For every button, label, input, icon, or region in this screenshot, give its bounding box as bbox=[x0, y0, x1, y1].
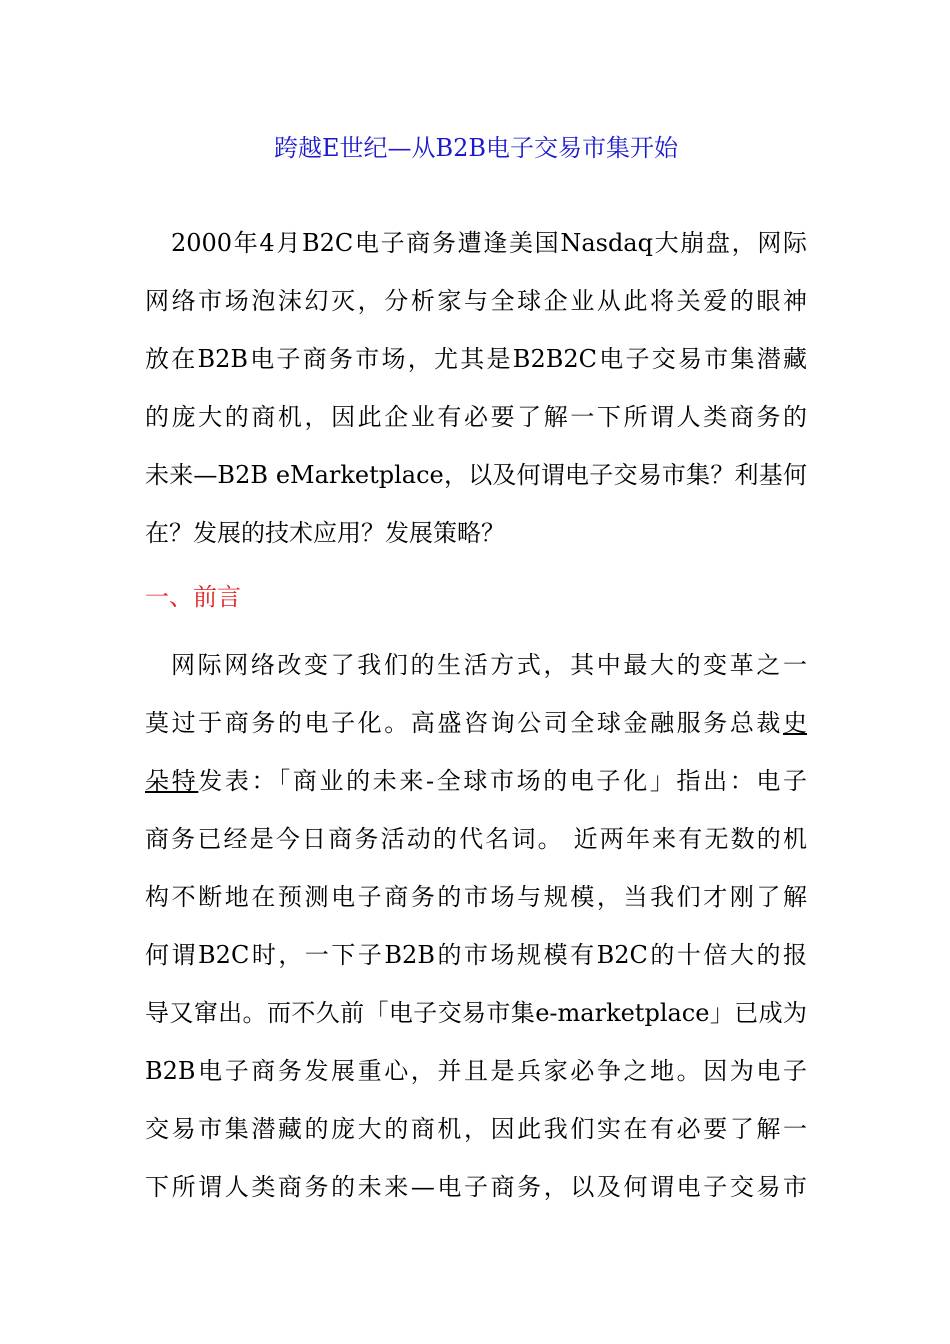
preface-line: 下所谓人类商务的未来—电子商务，以及何谓电子交易市 bbox=[145, 1173, 807, 1201]
intro-line: 在？发展的技术应用？发展策略？ bbox=[145, 519, 505, 547]
intro-line: 网络市场泡沫幻灭，分析家与全球企业从此将关爱的眼神 bbox=[145, 287, 807, 315]
intro-line: 的庞大的商机，因此企业有必要了解一下所谓人类商务的 bbox=[145, 403, 807, 431]
preface-paragraph bbox=[145, 636, 807, 1216]
document-title: 跨越E世纪—从B2B电子交易市集开始 bbox=[273, 134, 679, 162]
preface-line-text: 发表：「商业的未来-全球市场的电子化」指出：电子 bbox=[198, 767, 807, 795]
intro-line: 未来—B2B eMarketplace，以及何谓电子交易市集？利基何 bbox=[145, 461, 807, 489]
section-heading-preface: 一、前言 bbox=[145, 583, 241, 611]
preface-line: 商务已经是今日商务活动的代名词。 近两年来有无数的机 bbox=[145, 825, 807, 853]
intro-line: 2000年4月B2C电子商务遭逢美国Nasdaq大崩盘，网际 bbox=[171, 229, 807, 257]
preface-line bbox=[145, 752, 807, 810]
preface-line: B2B电子商务发展重心，并且是兵家必争之地。因为电子 bbox=[145, 1057, 807, 1085]
preface-line: 网际网络改变了我们的生活方式，其中最大的变革之一 bbox=[171, 651, 807, 679]
preface-line: 何谓B2C时，一下子B2B的市场规模有B2C的十倍大的报 bbox=[145, 941, 807, 969]
intro-paragraph bbox=[145, 214, 807, 562]
preface-line: 交易市集潜藏的庞大的商机，因此我们实在有必要了解一 bbox=[145, 1115, 807, 1143]
preface-line-text: 莫过于商务的电子化。高盛咨询公司全球金融服务总裁 bbox=[145, 709, 783, 737]
intro-line: 放在B2B电子商务市场，尤其是B2B2C电子交易市集潜藏 bbox=[145, 345, 807, 373]
person-name-link[interactable]: 史 bbox=[783, 709, 807, 737]
preface-line bbox=[145, 694, 807, 752]
preface-line: 构不断地在预测电子商务的市场与规模，当我们才刚了解 bbox=[145, 883, 807, 911]
preface-line: 导又窜出。而不久前「电子交易市集e-marketplace」已成为 bbox=[145, 999, 807, 1027]
person-name-link[interactable]: 朵特 bbox=[145, 767, 199, 795]
